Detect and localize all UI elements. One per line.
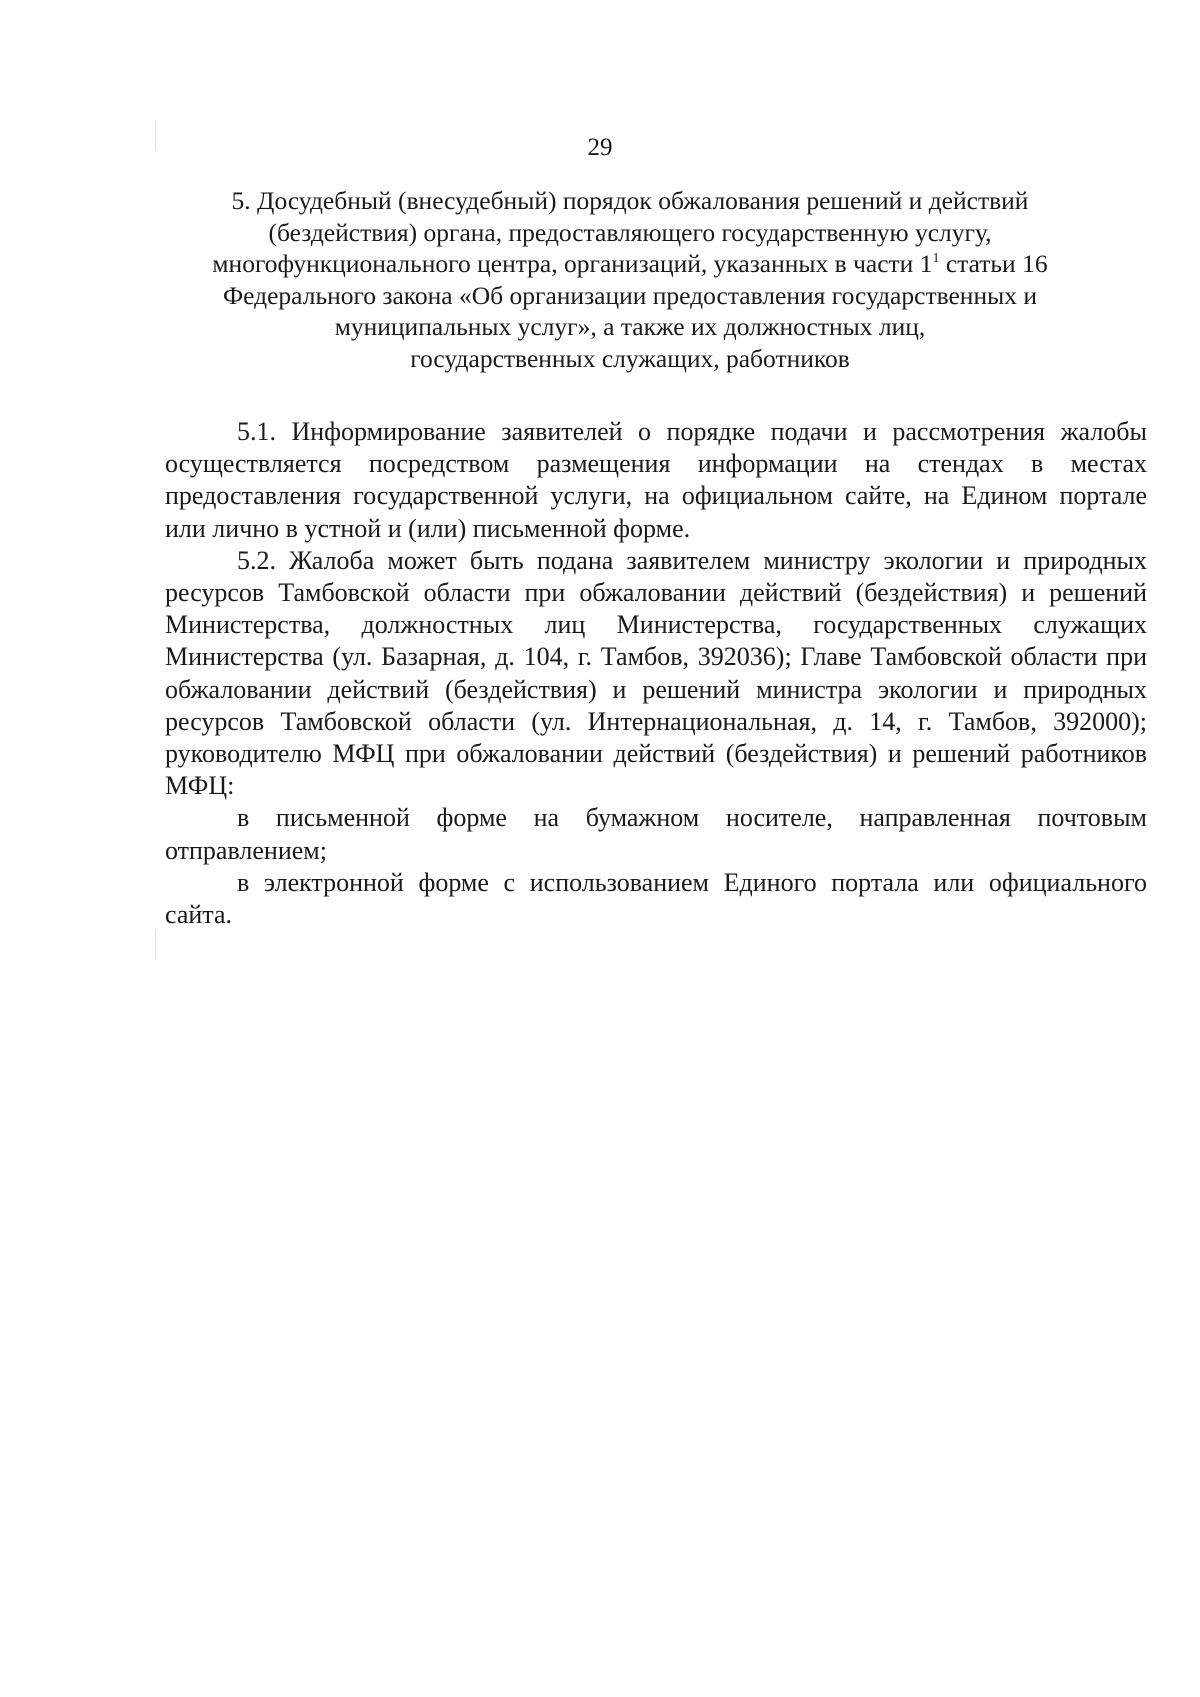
section-heading [190,185,1070,375]
heading-line: 5. Досудебный (внесудебный) порядок обжалования решений и действий [231,186,1029,215]
paragraph-5-1: 5.1. Информирование заявителей о порядке подачи и рассмотрения жалобы осуществляется посредством размещения информации на стендах в местах предоставления государственной услуги, на официальном сайте, на Едином портале или лично в устной и (или) письменной форме. [165,417,1147,543]
list-item: в письменной форме на бумажном носителе, направленная почтовым отправлением; [165,803,1147,865]
heading-line: Федерального закона «Об организации предоставления государственных и [223,280,1037,310]
body-text [165,416,1147,931]
heading-text: многофункционального центра, организаций, указанных в части 1 [212,249,933,279]
paragraph-5-2: 5.2. Жалоба может быть подана заявителем министру экологии и природных ресурсов Тамбовской области при обжаловании действий (бездействия) и решений Министерства, должностных лиц Министерства, государственных служащих Министерства (ул. Базарная, д. 104, г. Тамбов, 392036); Главе Тамбовской области при обжаловании действий (бездействия) и решений министра экологии и природных ресурсов Тамбовской области (ул. Интернациональная, д. 14, г. Тамбов, 392000); руководителю МФЦ при обжаловании действий (бездействия) и решений работников МФЦ: [165,545,1147,801]
scan-artifact-line [155,930,156,960]
heading-line: муниципальных услуг», а также их должностных лиц, [334,312,926,342]
heading-line [190,248,1070,280]
page-number: 29 [587,134,613,161]
heading-line: (бездействия) органа, предоставляющего государственную услугу, [268,217,992,247]
superscript: 1 [932,251,940,267]
list-item: в электронной форме с использованием Единого портала или официального сайта. [165,867,1147,930]
heading-line: государственных служащих, работников [410,343,850,373]
heading-text: статьи 16 [939,249,1048,279]
